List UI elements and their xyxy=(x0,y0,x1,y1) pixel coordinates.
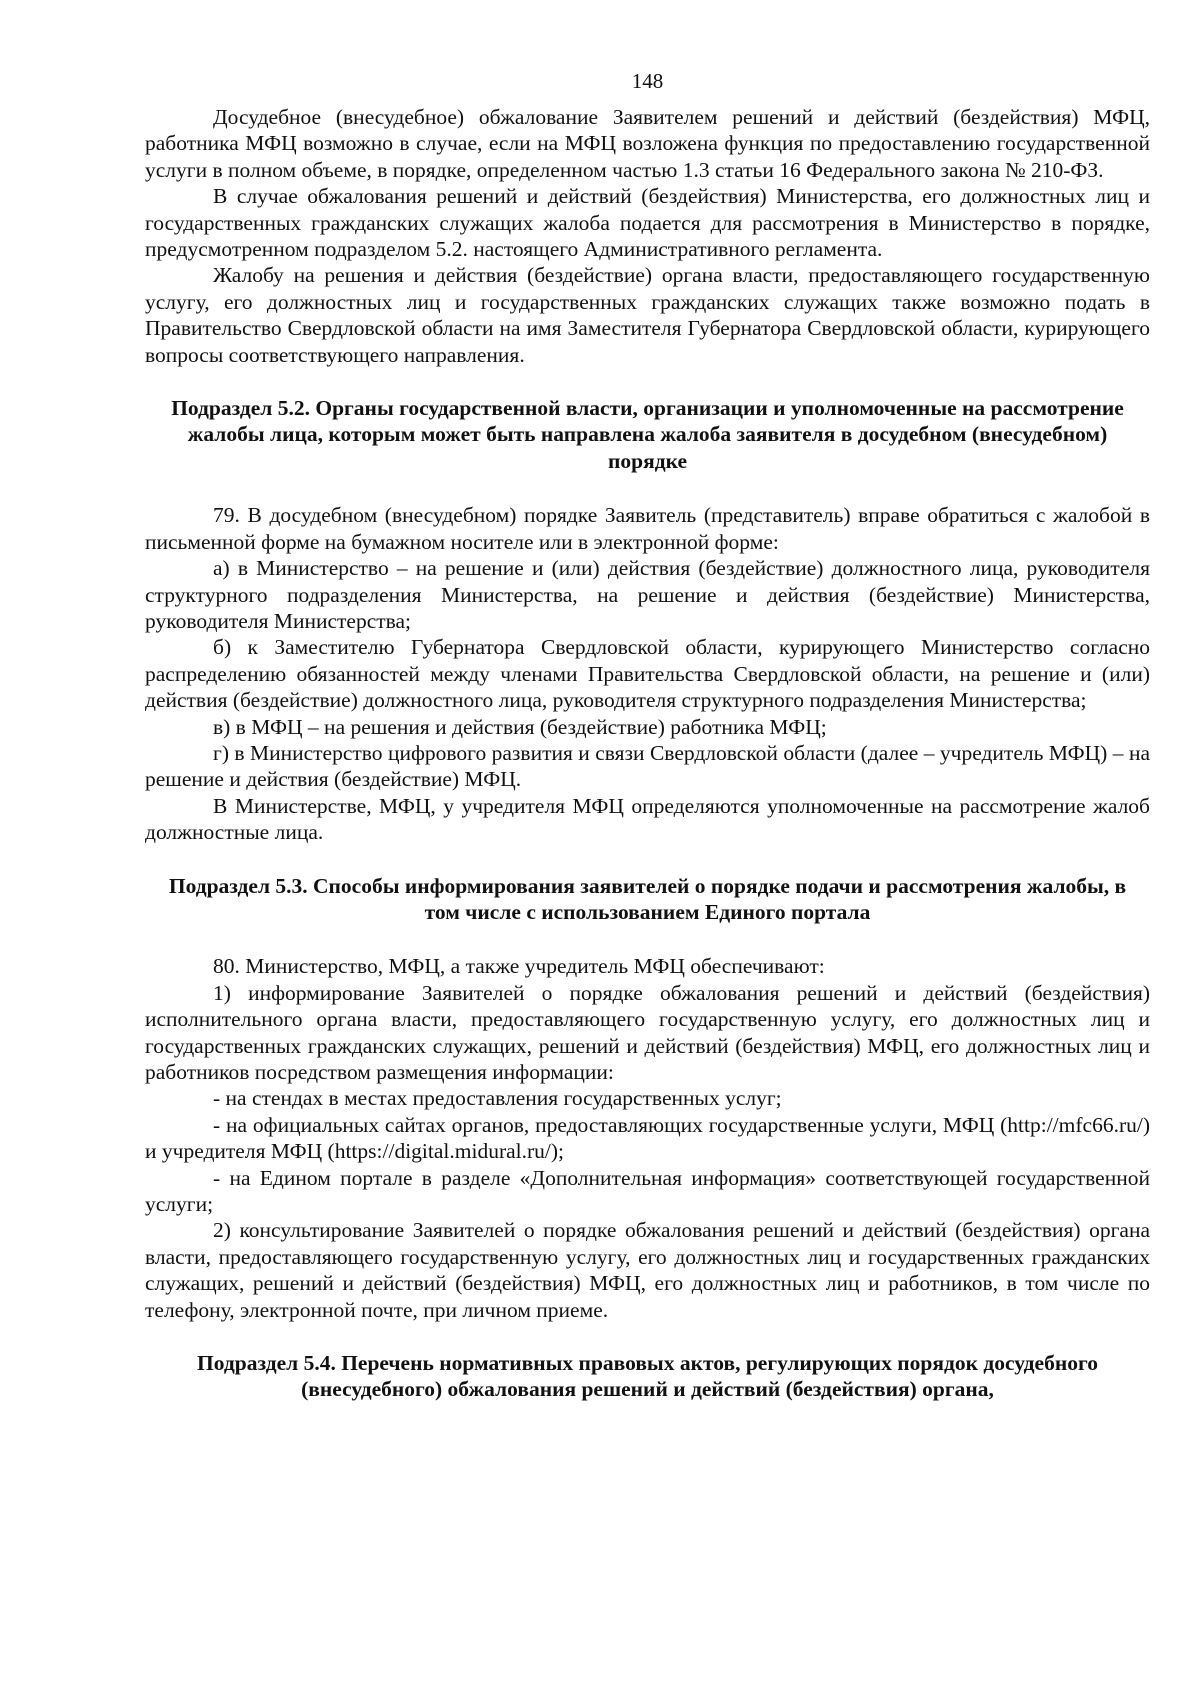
paragraph: в) в МФЦ – на решения и действия (бездействие) работника МФЦ; xyxy=(213,714,827,739)
paragraph: В случае обжалования решений и действий (бездействия) Министерства, его должностных лиц и государственных гражданских служащих жалоба подается для рассмотрения в Министерство в порядке, предусмотренном подразделом 5.2. настоящего Административного регламента. xyxy=(145,184,1150,262)
section-heading-5-3: Подраздел 5.3. Способы информирования заявителей о порядке подачи и рассмотрения жалобы, в том числе с использованием Единого портала xyxy=(168,873,1127,924)
section-heading-5-2: Подраздел 5.2. Органы государственной власти, организации и уполномоченные на рассмотрение жалобы лица, которым может быть направлена жалоба заявителя в досудебном (внесудебном) порядке xyxy=(171,396,1124,473)
paragraph: а) в Министерство – на решение и (или) действия (бездействие) должностного лица, руководителя структурного подразделения Министерства, на решение и действия (бездействие) Министерства, руководителя Министерства; xyxy=(145,556,1150,633)
paragraph: Досудебное (внесудебное) обжалование Заявителем решений и действий (бездействия) МФЦ, работника МФЦ возможно в случае, если на МФЦ возложена функция по предоставлению государственной услуги в полном объеме, в порядке, определенном частью 1.3 статьи 16 Федерального закона № 210-ФЗ. xyxy=(145,105,1150,182)
paragraph: 2) консультирование Заявителей о порядке обжалования решений и действий (бездействия) органа власти, предоставляющего государственную услугу, его должностных лиц и государственных гражданских служащих, решений и действий (бездействия) МФЦ, его должностных лиц и работников, в том числе по телефону, электронной почте, при личном приеме. xyxy=(145,1218,1150,1322)
paragraph: В Министерстве, МФЦ, у учредителя МФЦ определяются уполномоченные на рассмотрение жалоб должностные лица. xyxy=(145,793,1150,845)
paragraph: 80. Министерство, МФЦ, а также учредитель МФЦ обеспечивают: xyxy=(213,954,825,979)
page-number: 148 xyxy=(631,69,664,93)
paragraph: - на Едином портале в разделе «Дополнительная информация» соответствующей государственной услуги; xyxy=(145,1165,1150,1217)
paragraph: - на стендах в местах предоставления государственных услуг; xyxy=(213,1086,782,1111)
paragraph: 79. В досудебном (внесудебном) порядке Заявитель (представитель) вправе обратиться с жалобой в письменной форме на бумажном носителе или в электронной форме: xyxy=(145,503,1150,554)
document-page xyxy=(145,68,1150,1403)
paragraph: Жалобу на решения и действия (бездействие) органа власти, предоставляющего государственную услугу, его должностных лиц и государственных гражданских служащих также возможно подать в Правительство Свердловской области на имя Заместителя Губернатора Свердловской области, курирующего вопросы соответствующего направления. xyxy=(145,263,1150,367)
paragraph: - на официальных сайтах органов, предоставляющих государственные услуги, МФЦ (http://mfc66.ru/) и учредителя МФЦ (https://digital.midural.ru/); xyxy=(145,1112,1150,1164)
section-heading-5-4: Подраздел 5.4. Перечень нормативных правовых актов, регулирующих порядок досудебного (внесудебного) обжалования решений и действий (бездействия) органа, xyxy=(197,1351,1098,1402)
paragraph: 1) информирование Заявителей о порядке обжалования решений и действий (бездействия) исполнительного органа власти, предоставляющего государственную услугу, его должностных лиц и государственных гражданских служащих, решений и действий (бездействия) МФЦ, его должностных лиц и работников посредством размещения информации: xyxy=(145,980,1150,1084)
paragraph: г) в Министерство цифрового развития и связи Свердловской области (далее – учредитель МФЦ) – на решение и действия (бездействие) МФЦ. xyxy=(145,740,1150,792)
paragraph: б) к Заместителю Губернатора Свердловской области, курирующего Министерство согласно распределению обязанностей между членами Правительства Свердловской области, на решение и (или) действия (бездействие) должностного лица, руководителя структурного подразделения Министерства; xyxy=(145,635,1150,713)
